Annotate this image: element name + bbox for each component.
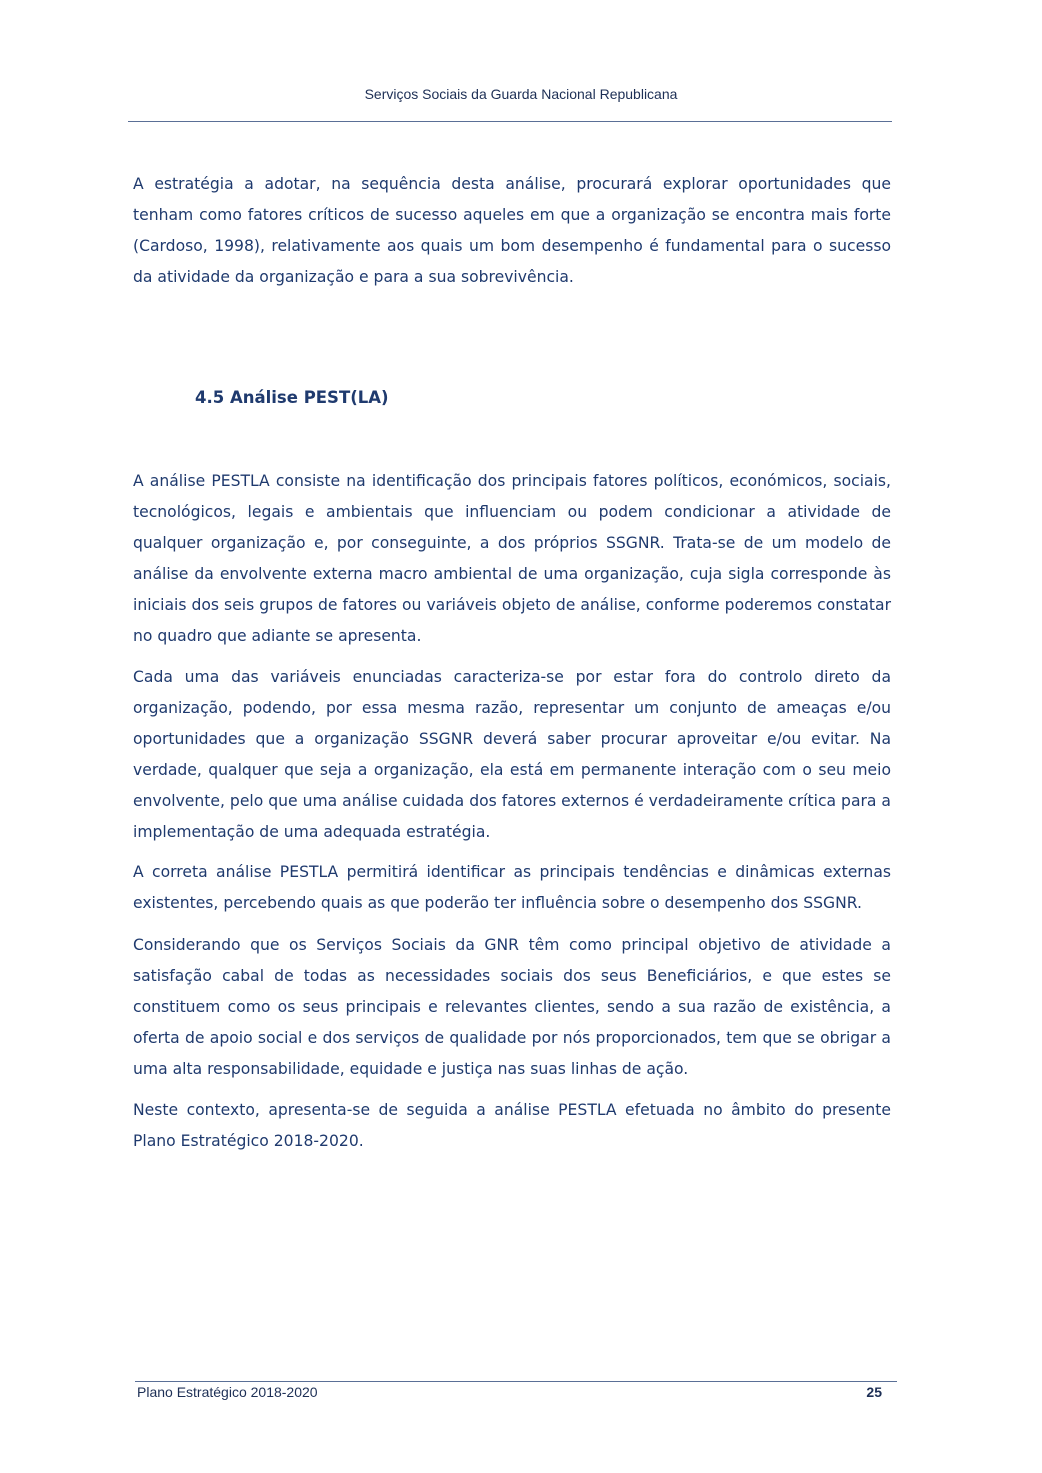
running-header-title: Serviços Sociais da Guarda Nacional Republicana	[364, 86, 678, 102]
section-heading: 4.5 Análise PEST(LA)	[195, 388, 389, 407]
header-divider	[128, 121, 892, 122]
intro-paragraph: A estratégia a adotar, na sequência desta análise, procurará explorar oportunidades que tenham como fatores críticos de sucesso aqueles em que a organização se encontra mais forte (Cardoso, 1998), relativamente aos quais um bom desempenho é fundamental para o sucesso da atividade da organização e para a sua sobrevivência.	[133, 175, 891, 286]
footer-divider	[135, 1381, 897, 1382]
paragraph-pestla-definition: A análise PESTLA consiste na identificação dos principais fatores políticos, económicos, sociais, tecnológicos, legais e ambientais que influenciam ou podem condicionar a atividade de qualquer organização e, por conseguinte, a dos próprios SSGNR. Trata-se de um modelo de análise da envolvente externa macro ambiental de uma organização, cuja sigla corresponde às iniciais dos seis grupos de fatores ou variáveis objeto de análise, conforme poderemos constatar no quadro que adiante se apresenta.	[133, 472, 891, 645]
page-number: 25	[866, 1384, 882, 1400]
paragraph-variables: Cada uma das variáveis enunciadas caracteriza-se por estar fora do controlo direto da organização, podendo, por essa mesma razão, representar um conjunto de ameaças e/ou oportunidades que a organização SSGNR deverá saber procurar aproveitar e/ou evitar. Na verdade, qualquer que seja a organização, ela está em permanente interação com o seu meio envolvente, pelo que uma análise cuidada dos fatores externos é verdadeiramente crítica para a implementação de uma adequada estratégia.	[133, 668, 891, 841]
paragraph-correct-analysis: A correta análise PESTLA permitirá identificar as principais tendências e dinâmicas externas existentes, percebendo quais as que poderão ter influência sobre o desempenho dos SSGNR.	[133, 863, 891, 912]
paragraph-objectives: Considerando que os Serviços Sociais da GNR têm como principal objetivo de atividade a satisfação cabal de todas as necessidades sociais dos seus Beneficiários, e que estes se constituem como os seus principais e relevantes clientes, sendo a sua razão de existência, a oferta de apoio social e dos serviços de qualidade por nós proporcionados, tem que se obrigar a uma alta responsabilidade, equidade e justiça nas suas linhas de ação.	[133, 936, 891, 1078]
footer-document-title: Plano Estratégico 2018-2020	[137, 1384, 318, 1400]
paragraph-context: Neste contexto, apresenta-se de seguida a análise PESTLA efetuada no âmbito do presente Plano Estratégico 2018-2020.	[133, 1101, 891, 1150]
